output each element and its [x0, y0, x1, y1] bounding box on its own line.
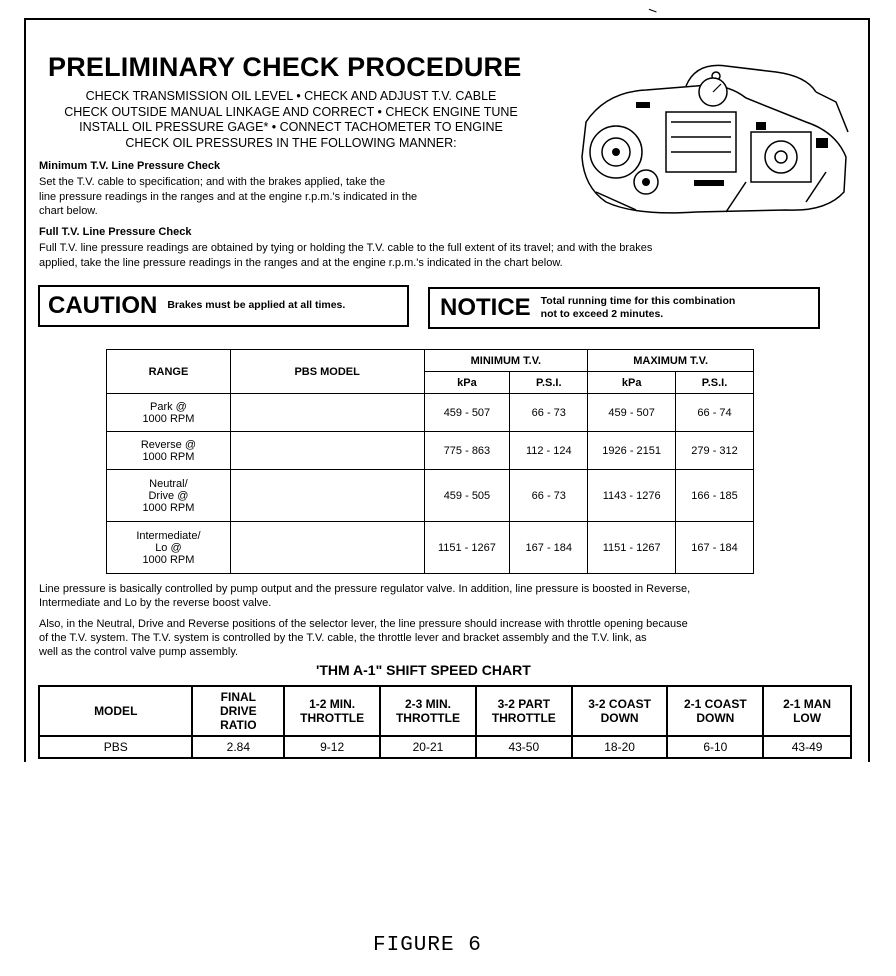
max-psi-cell: 167 - 184	[676, 522, 754, 574]
paragraph-line: Line pressure is basically controlled by pump output and the pressure regulator valve. In addition, line pressure is boosted in Reverse,	[39, 583, 691, 595]
notice-text	[541, 295, 736, 322]
shift-header-ratio: FINAL DRIVE RATIO	[192, 686, 284, 736]
scan-mark	[647, 9, 656, 16]
caution-label: CAUTION	[48, 292, 158, 319]
notice-line: not to exceed 2 minutes.	[540, 308, 664, 320]
max-kpa-cell: 459 - 507	[588, 394, 676, 432]
full-tv-heading: Full T.V. Line Pressure Check	[39, 226, 192, 238]
table-row	[107, 394, 754, 432]
min-tv-body	[39, 175, 529, 219]
header-min-kpa: kPa	[424, 372, 510, 394]
shift-cell: 2.84	[192, 736, 284, 758]
transmission-illustration	[576, 62, 858, 220]
shift-header-21-man: 2-1 MAN LOW	[763, 686, 851, 736]
max-psi-cell: 279 - 312	[676, 432, 754, 470]
shift-cell: 18-20	[572, 736, 668, 758]
table-row	[107, 432, 754, 470]
max-psi-cell: 66 - 74	[676, 394, 754, 432]
instruction-line: INSTALL OIL PRESSURE GAGE* • CONNECT TACHOMETER TO ENGINE	[79, 120, 503, 134]
instruction-line: CHECK TRANSMISSION OIL LEVEL • CHECK AND ADJUST T.V. CABLE	[85, 89, 497, 103]
full-tv-body	[39, 241, 854, 270]
max-kpa-cell: 1926 - 2151	[588, 432, 676, 470]
line-pressure-paragraph	[39, 582, 851, 610]
header-max-kpa: kPa	[588, 372, 676, 394]
min-psi-cell: 112 - 124	[510, 432, 588, 470]
min-psi-cell: 66 - 73	[510, 394, 588, 432]
min-psi-cell: 167 - 184	[510, 522, 588, 574]
shift-cell: 9-12	[284, 736, 380, 758]
notice-box	[428, 287, 820, 329]
tv-system-paragraph	[39, 617, 851, 659]
max-kpa-cell: 1143 - 1276	[588, 470, 676, 522]
max-psi-cell: 166 - 185	[676, 470, 754, 522]
header-min-psi: P.S.I.	[510, 372, 588, 394]
shift-chart-title: 'THM A-1" SHIFT SPEED CHART	[316, 662, 531, 678]
min-kpa-cell: 775 - 863	[424, 432, 510, 470]
model-cell	[230, 470, 424, 522]
min-tv-line: Set the T.V. cable to specification; and with the brakes applied, take the	[39, 176, 386, 188]
range-cell: Neutral/ Drive @ 1000 RPM	[107, 470, 231, 522]
min-kpa-cell: 459 - 507	[424, 394, 510, 432]
min-tv-line: line pressure readings in the ranges and at the engine r.p.m.'s indicated in the	[39, 190, 418, 203]
header-model: PBS MODEL	[230, 350, 424, 394]
header-max-psi: P.S.I.	[676, 372, 754, 394]
shift-speed-table	[38, 685, 852, 759]
min-psi-cell: 66 - 73	[510, 470, 588, 522]
caution-box	[38, 285, 409, 327]
table-row	[107, 522, 754, 574]
range-cell: Reverse @ 1000 RPM	[107, 432, 231, 470]
shift-header-32-coast: 3-2 COAST DOWN	[572, 686, 668, 736]
paragraph-line: Intermediate and Lo by the reverse boost valve.	[39, 597, 272, 609]
page-title: PRELIMINARY CHECK PROCEDURE	[48, 52, 522, 82]
full-tv-line: Full T.V. line pressure readings are obtained by tying or holding the T.V. cable to the full extent of its travel; and with the brakes	[39, 242, 653, 254]
model-cell	[230, 394, 424, 432]
min-tv-line: chart below.	[39, 205, 98, 217]
min-kpa-cell: 1151 - 1267	[424, 522, 510, 574]
instruction-line: CHECK OIL PRESSURES IN THE FOLLOWING MANNER:	[125, 135, 457, 150]
instruction-line: CHECK OUTSIDE MANUAL LINKAGE AND CORRECT • CHECK ENGINE TUNE	[64, 104, 518, 119]
instruction-block	[36, 89, 546, 151]
min-kpa-cell: 459 - 505	[424, 470, 510, 522]
table-row	[39, 736, 851, 758]
shift-header-32-part: 3-2 PART THROTTLE	[476, 686, 572, 736]
shift-cell: 43-49	[763, 736, 851, 758]
shift-header-model: MODEL	[39, 686, 192, 736]
shift-header-row	[39, 686, 851, 736]
range-cell: Park @ 1000 RPM	[107, 394, 231, 432]
full-tv-line: applied, take the line pressure readings in the ranges and at the engine r.p.m.'s indicated in the chart below.	[39, 256, 563, 269]
range-cell: Intermediate/ Lo @ 1000 RPM	[107, 522, 231, 574]
shift-cell: 6-10	[667, 736, 763, 758]
min-tv-heading: Minimum T.V. Line Pressure Check	[39, 160, 221, 172]
caution-text: Brakes must be applied at all times.	[167, 299, 346, 312]
header-max-tv: MAXIMUM T.V.	[588, 350, 754, 372]
max-kpa-cell: 1151 - 1267	[588, 522, 676, 574]
shift-cell: 20-21	[380, 736, 476, 758]
header-min-tv: MINIMUM T.V.	[424, 350, 588, 372]
figure-caption: FIGURE 6	[373, 934, 482, 957]
table-row	[107, 470, 754, 522]
paragraph-line: of the T.V. system. The T.V. system is controlled by the T.V. cable, the throttle lever and bracket assembly and the T.V. link, as	[39, 632, 647, 644]
pressure-table	[106, 349, 754, 574]
header-range: RANGE	[107, 350, 231, 394]
shift-header-21-coast: 2-1 COAST DOWN	[667, 686, 763, 736]
paragraph-line: Also, in the Neutral, Drive and Reverse positions of the selector lever, the line pressure should increase with throttle opening because	[39, 618, 688, 630]
paragraph-line: well as the control valve pump assembly.	[39, 646, 239, 658]
model-cell	[230, 522, 424, 574]
shift-header-12: 1-2 MIN. THROTTLE	[284, 686, 380, 736]
shift-header-23: 2-3 MIN. THROTTLE	[380, 686, 476, 736]
notice-line: Total running time for this combination	[540, 294, 736, 307]
shift-cell: 43-50	[476, 736, 572, 758]
model-cell	[230, 432, 424, 470]
shift-cell: PBS	[39, 736, 192, 758]
notice-label: NOTICE	[440, 294, 531, 321]
